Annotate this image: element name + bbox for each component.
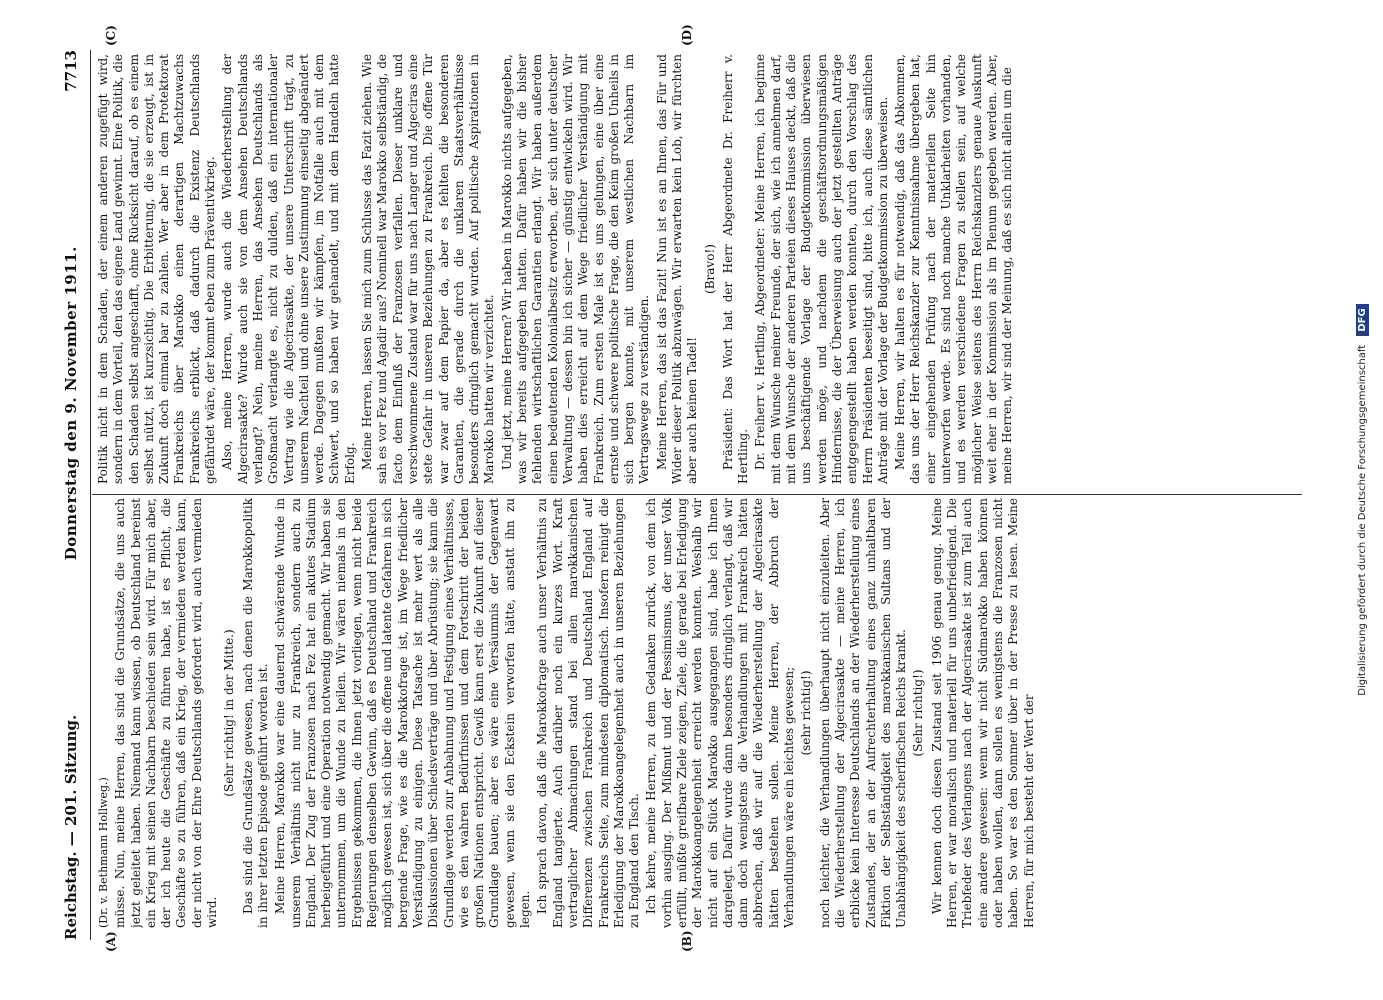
paragraph: Dr. Freiherr v. Hertling, Abgeordneter: Meine Herren, ich beginne mit dem Wunsche meiner Freunde, der sich, wie ich annehmen darf, mit dem Wunsche der anderen Parteien dieses Hauses deckt, daß die uns beschäftigende Vorlage der Budgetkommission überwiesen werden möge, und nachdem die geschäftsordnungsmäßigen Hindernisse, die der Überweisung auch der jetzt gestellten Anträge entgegengestellt haben werden konnten, durch den Vorschlag des Herrn Präsidenten beseitigt sind, bitte ich, auch diese sämtlichen Anträge mit der Vorlage der Budgetkommission zu überweisen. [753, 54, 890, 484]
header-date: Donnerstag den 9. November 1911. [62, 246, 80, 561]
paragraph: Wir kennen doch diesen Zustand seit 1906 genau genug. Meine Herren, er war moralisch und materiell für uns unbefriedigend. Die Triebfeder des Verlangens nach der Algecirasakte ist zum Teil auch eine andere gewesen: wenn wir nicht Südmarokko haben können oder haben wollen, dann sollen es wenigstens die Franzosen nicht haben. So war es den Sommer über in der Presse zu lesen. Meine Herren, für mich besteht der Wert der [929, 498, 1036, 928]
speaker-intro: Präsident: Das Wort hat der Herr Abgeordnete Dr. Freiherr v. Hertling. [720, 54, 751, 484]
page-number: 7713 [62, 50, 80, 92]
paragraph: Meine Herren, Marokko war eine dauernd schwärende Wunde in unserem Verhältnis nicht nur zu Frankreich, sondern auch zu England. Der Zug der Franzosen nach Fez hat ein akutes Stadium herbeigeführt und eine Operation notwendig gemacht. Wir haben sie unternommen, um die Wunde zu heilen. Wir wären niemals in den Ergebnissen gekommen, die Ihnen jetzt vorliegen, wenn nicht beide Regierungen denselben Gewinn, daß es Deutschland und Frankreich möglich gewesen ist, sich über die offene und latente Gefahren in sich bergende Frage, wie es die Marokkofrage ist, im Wege friedlicher Verständigung zu einigen. Diese Tatsache ist mehr wert als alle Diskussionen über Schiedsverträge und über Abrüstung; sie kann die Grundlage werden zur Anbahnung und Festigung eines Verhältnisses, wie es den wahren Bedürfnissen und dem Fortschritt der beiden großen Nationen entspricht. Gewiß kann erst die Zukunft auf dieser Grundlage bauen; aber es wäre eine Versäumnis der Gegenwart gewesen, wenn sie den Eckstein verworfen hätte, anstatt ihn zu legen. [273, 498, 533, 928]
margin-marker-c: (C) [104, 25, 118, 46]
margin-marker-b: (B) [680, 930, 694, 952]
column-divider [92, 494, 1302, 495]
paragraph: Politik nicht in dem Schaden, der einem anderen zugefügt wird, sondern in dem Vorteil, den das eigene Land gewinnt. Eine Politik, die den Schaden selbst angeschafft, ohne Rücksicht darauf, ob es einem selbst nützt, ist kurzsichtig. Die Erbitterung, die sie erzeugt, ist in Zukunft doch einmal bar zu zahlen. Wer aber in dem Protektorat Frankreichs über Marokko einen derartigen Machtzuwachs Frankreichs erblickt, daß dadurch die Existenz Deutschlands gefährdet wäre, der kommt eben zum Präventivkrieg. [96, 54, 218, 484]
paragraph: Das sind die Grundsätze gewesen, nach denen die Marokkopolitik in ihrer letzten Episode geführt worden ist. [240, 498, 270, 928]
paragraph: Meine Herren, das ist das Fazit! Nun ist es an Ihnen, das Für und Wider dieser Politik abzuwägen. Wir erwarten kein Lob, wir fürchten aber auch keinen Tadel! [654, 54, 700, 484]
header-session: Reichstag. — 201. Sitzung. [62, 714, 80, 940]
interjection: (Sehr richtig! in der Mitte.) [222, 629, 237, 797]
interjection: (Sehr richtig!) [911, 669, 926, 757]
speaker-tag: (Dr. v. Bethmann Hollweg.) [97, 777, 110, 928]
margin-marker-d: (D) [680, 24, 694, 46]
digitization-credit [1356, 0, 1369, 1000]
paragraph: Meine Herren, wir halten es für notwendig, daß das Abkommen, das uns der Herr Reichskanzler zur Kenntnisnahme übergeben hat, einer eingehenden Prüfung nach der materiellen Seite hin unterworfen werde. Es sind noch manche Unklarheiten vorhanden, und es werden verschiedene Fragen zu stellen sein, auf welche möglicher Weise seitens des Herrn Reichskanzlers genaue Auskunft weit eher in der Kommission als im Plenum gegeben werden. Aber, meine Herren, wir sind der Meinung, daß es sich nicht allein um die [893, 54, 1015, 484]
interjection: (Bravo!) [702, 244, 717, 294]
margin-marker-a: (A) [104, 931, 118, 952]
credit-text: Digitalisierung gefördert durch die Deutsche Forschungsgemeinschaft [1357, 344, 1368, 696]
paragraph: Und jetzt, meine Herren? Wir haben in Marokko nichts aufgegeben, was wir bereits aufgegeben hatten. Dafür haben wir die bisher fehlenden wirtschaftlichen Garantien erlangt. Wir haben außerdem einen bedeutenden Kolonialbesitz erworben, der sich unter deutscher Verwaltung — dessen bin ich sicher — günstig entwickeln wird. Wir haben dies erreicht auf dem Wege friedlicher Verständigung mit Frankreich. Zum ersten Male ist es uns gelungen, eine über eine ernste und schwere politische Frage, die den Keim großen Unheils in sich bergen konnte, mit unserem westlichen Nachbarn im Vertragswege zu verständigen. [499, 54, 652, 484]
paragraph: müsse. Nun, meine Herren, das sind die Grundsätze, die uns auch jetzt geleitet haben. Niemand kann wissen, ob Deutschland bereinst ein Krieg mit seinen Nachbarn beschieden sein wird. Für mich aber, der ich heute die Geschäfte zu führen habe, ist es Pflicht, die Geschäfte so zu führen, daß ein Krieg, der vermieden werden kann, der nicht von der Ehre Deutschlands gefordert wird, auch vermieden wird. [113, 498, 220, 928]
dfg-logo: DFG [1356, 304, 1369, 335]
paragraph: noch leichter, die Verhandlungen überhaupt nicht einzuleiten. Aber die Wiederherstellung der Algecirasakte — meine Herren, ich erblicke kein Interesse Deutschlands an der Wiederherstellung eines Zustandes, der an der Aufrechterhaltung eines ganz unhaltbaren Fiktion der Selbständigkeit des marokkanischen Sultans und der Unabhängigkeit des scherifischen Reichs krankt. [817, 498, 909, 928]
paragraph: Meine Herren, lassen Sie mich zum Schlusse das Fazit ziehen. Wie sah es vor Fez und Agadir aus? Nominell war Marokko selbständig, de facto dem Einfluß der Franzosen verfallen. Dieser unklare und verschwommene Zustand war für uns nach Langer und Algeciras eine stete Gefahr in unseren Beziehungen zu Frankreich. Die offene Tür war zwar auf dem Papier da, aber es fehlten die besonderen Garantien, die gerade durch die unklaren Staatsverhältnisse besonders dringlich gemacht wurden. Auf politische Aspirationen in Marokko hatten wir verzichtet. [360, 54, 497, 484]
right-column [96, 54, 1296, 484]
header-rule [90, 50, 91, 940]
paragraph: Also, meine Herren, wurde auch die Wiederherstellung der Algecirasakte? Wurde auch sie von dem Ansehen Deutschlands verlangt? Nein, meine Herren, das Ansehen Deutschlands als Großmacht verlangte es, nicht zu dulden, daß ein internationaler Vertrag wie die Algecirasakte, der unsere Unterschrift trägt, zu unserem Nachteil und ohne unsere Zustimmung einseitig abgeändert werde. Dagegen mußten wir kämpfen, im Notfalle auch mit dem Schwert, und so haben wir gehandelt, und mit dem Handeln hatte Erfolg. [220, 54, 357, 484]
paragraph: Ich sprach davon, daß die Marokkofrage auch unser Verhältnis zu England tangierte. Auch darüber noch ein kurzes Wort. Kraft vertraglicher Abmachungen stand bei allen marokkanischen Differenzen zwischen Frankreich und Deutschland England auf Frankreichs Seite, zum mindesten diplomatisch. Insofern reinigt die Erledigung der Marokkoangelegenheit auch in unseren Beziehungen zu England den Tisch. [535, 498, 642, 928]
page-header [62, 50, 86, 940]
interjection: (sehr richtig!) [799, 670, 814, 756]
paragraph: Ich kehre, meine Herren, zu dem Gedanken zurück, von dem ich vorhin ausging. Der Mißmut und der Pessimismus, der unser Volk erfüllt, müßte greifbare Ziele zeigen, Ziele, die gerade bei Erledigung der Marokkoangelegenheit erreicht werden konnten. Weshalb wir nicht auf ein Stück Marokko ausgegangen sind, habe ich Ihnen dargelegt. Dafür wurde dann besonders dringlich verlangt, daß wir dann doch wenigstens die Verhandlungen mit Frankreich hätten abbrechen, daß wir auf die Wiederherstellung der Algecirasakte hätten bestehen sollen. Meine Herren, der Abbruch der Verhandlungen wäre ein leichtes gewesen; [644, 498, 797, 928]
left-column [96, 498, 1296, 928]
